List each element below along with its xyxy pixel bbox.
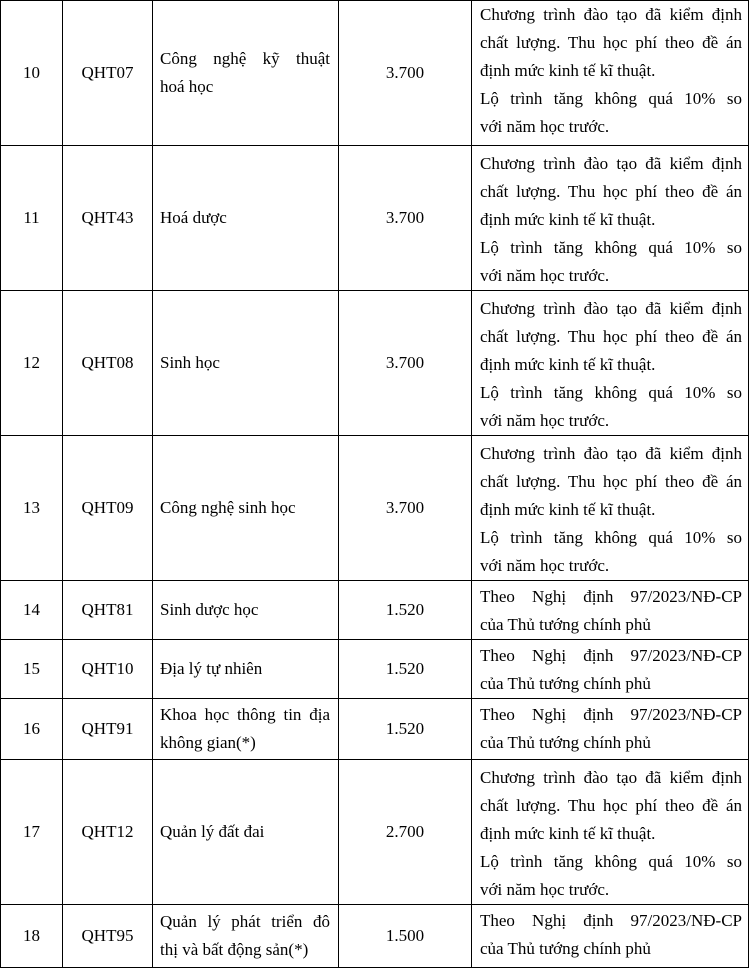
note-line: Chương trình đào tạo đã kiểm định: [480, 768, 742, 787]
program-code: QHT10: [81, 659, 134, 678]
note-line: Chương trình đào tạo đã kiểm định: [480, 299, 742, 318]
row-number-cell: [1, 699, 63, 760]
note-line: định mức kinh tế kĩ thuật.: [480, 210, 656, 229]
program-name-line: Khoa học thông tin địa: [160, 705, 330, 724]
note-line: Chương trình đào tạo đã kiểm định: [480, 5, 742, 24]
program-name-line: thị và bất động sản(*): [160, 940, 309, 959]
note-cell: [472, 1, 749, 146]
table-row: [1, 760, 749, 905]
tuition-fee: 3.700: [385, 63, 425, 82]
note-cell: [472, 436, 749, 581]
note-line: Theo Nghị định 97/2023/NĐ-CP: [480, 911, 742, 930]
program-name-line: Công nghệ sinh học: [160, 498, 296, 517]
tuition-fee-cell: [339, 581, 472, 640]
row-number: 10: [23, 63, 40, 82]
note-line: định mức kinh tế kĩ thuật.: [480, 355, 656, 374]
row-number: 13: [23, 498, 40, 517]
note-line: Lộ trình tăng không quá 10% so: [480, 383, 742, 402]
row-number-cell: [1, 1, 63, 146]
tuition-fee: 1.520: [385, 659, 425, 678]
note-cell: [472, 581, 749, 640]
note-line: với năm học trước.: [480, 880, 610, 899]
note-cell: [472, 699, 749, 760]
table-row: [1, 1, 749, 146]
note-line: chất lượng. Thu học phí theo đề án: [480, 327, 742, 346]
tuition-fee-cell: [339, 760, 472, 905]
note-line: của Thủ tướng chính phủ: [480, 615, 651, 634]
note-cell: [472, 760, 749, 905]
program-code: QHT07: [81, 63, 134, 82]
note-line: định mức kinh tế kĩ thuật.: [480, 824, 656, 843]
program-code-cell: [63, 146, 153, 291]
row-number-cell: [1, 436, 63, 581]
row-number: 17: [23, 822, 40, 841]
row-number: 15: [23, 659, 40, 678]
note-cell: [472, 146, 749, 291]
note-line: Lộ trình tăng không quá 10% so: [480, 852, 742, 871]
tuition-fee: 3.700: [385, 353, 425, 372]
program-name-cell: [153, 436, 339, 581]
note-line: định mức kinh tế kĩ thuật.: [480, 61, 656, 80]
tuition-fee-cell: [339, 699, 472, 760]
note-line: với năm học trước.: [480, 556, 610, 575]
note-cell: [472, 905, 749, 968]
note-line: chất lượng. Thu học phí theo đề án: [480, 182, 742, 201]
note-line: Chương trình đào tạo đã kiểm định: [480, 444, 742, 463]
row-number-cell: [1, 760, 63, 905]
note-line: định mức kinh tế kĩ thuật.: [480, 500, 656, 519]
note-line: chất lượng. Thu học phí theo đề án: [480, 796, 742, 815]
program-name-cell: [153, 581, 339, 640]
tuition-fee-cell: [339, 146, 472, 291]
program-code-cell: [63, 436, 153, 581]
table-row: [1, 905, 749, 968]
note-line: của Thủ tướng chính phủ: [480, 733, 651, 752]
program-code: QHT09: [81, 498, 134, 517]
program-code-cell: [63, 581, 153, 640]
program-name-line: Địa lý tự nhiên: [160, 659, 263, 678]
program-code-cell: [63, 699, 153, 760]
program-name-line: Sinh học: [160, 353, 220, 372]
program-name-cell: [153, 640, 339, 699]
note-line: chất lượng. Thu học phí theo đề án: [480, 472, 742, 491]
program-name-cell: [153, 146, 339, 291]
note-line: Theo Nghị định 97/2023/NĐ-CP: [480, 705, 742, 724]
program-name-cell: [153, 1, 339, 146]
note-line: Chương trình đào tạo đã kiểm định: [480, 154, 742, 173]
program-name-line: Công nghệ kỹ thuật: [160, 49, 330, 68]
row-number-cell: [1, 640, 63, 699]
table-row: [1, 146, 749, 291]
program-code: QHT08: [81, 353, 134, 372]
note-line: Theo Nghị định 97/2023/NĐ-CP: [480, 587, 742, 606]
row-number-cell: [1, 146, 63, 291]
note-line: Lộ trình tăng không quá 10% so: [480, 528, 742, 547]
tuition-fee: 2.700: [385, 822, 425, 841]
table-row: [1, 699, 749, 760]
program-code-cell: [63, 905, 153, 968]
tuition-fee: 3.700: [385, 208, 425, 227]
program-name-line: Quản lý phát triển đô: [160, 912, 330, 931]
note-line: Lộ trình tăng không quá 10% so: [480, 89, 742, 108]
row-number: 14: [23, 600, 40, 619]
program-code: QHT43: [81, 208, 134, 227]
row-number: 18: [23, 926, 40, 945]
row-number: 16: [23, 719, 40, 738]
note-line: với năm học trước.: [480, 266, 610, 285]
program-name-line: không gian(*): [160, 733, 256, 752]
tuition-fee-cell: [339, 640, 472, 699]
note-line: Lộ trình tăng không quá 10% so: [480, 238, 742, 257]
table-row: [1, 640, 749, 699]
program-code: QHT12: [81, 822, 134, 841]
tuition-fee: 3.700: [385, 498, 425, 517]
tuition-fee-cell: [339, 436, 472, 581]
program-code: QHT81: [81, 600, 134, 619]
table-row: [1, 581, 749, 640]
program-code-cell: [63, 640, 153, 699]
row-number: 11: [23, 208, 40, 227]
program-code: QHT95: [81, 926, 134, 945]
table-row: [1, 291, 749, 436]
program-name-cell: [153, 291, 339, 436]
tuition-fee-cell: [339, 291, 472, 436]
program-name-cell: [153, 699, 339, 760]
program-name-cell: [153, 905, 339, 968]
tuition-fee: 1.520: [385, 719, 425, 738]
row-number-cell: [1, 581, 63, 640]
row-number-cell: [1, 905, 63, 968]
table-row: [1, 436, 749, 581]
note-line: với năm học trước.: [480, 411, 610, 430]
tuition-fee: 1.500: [385, 926, 425, 945]
tuition-fee-cell: [339, 905, 472, 968]
row-number: 12: [23, 353, 40, 372]
note-line: chất lượng. Thu học phí theo đề án: [480, 33, 742, 52]
program-code-cell: [63, 291, 153, 436]
note-cell: [472, 291, 749, 436]
note-line: của Thủ tướng chính phủ: [480, 939, 651, 958]
program-name-line: hoá học: [160, 77, 214, 96]
program-name-line: Quản lý đất đai: [160, 822, 265, 841]
program-code: QHT91: [81, 719, 134, 738]
tuition-fee: 1.520: [385, 600, 425, 619]
table-body: [1, 1, 749, 968]
row-number-cell: [1, 291, 63, 436]
note-line: của Thủ tướng chính phủ: [480, 674, 651, 693]
program-name-line: Hoá dược: [160, 208, 227, 227]
program-code-cell: [63, 1, 153, 146]
note-line: Theo Nghị định 97/2023/NĐ-CP: [480, 646, 742, 665]
program-code-cell: [63, 760, 153, 905]
tuition-fee-cell: [339, 1, 472, 146]
program-name-cell: [153, 760, 339, 905]
note-cell: [472, 640, 749, 699]
note-line: với năm học trước.: [480, 117, 610, 136]
program-name-line: Sinh dược học: [160, 600, 259, 619]
